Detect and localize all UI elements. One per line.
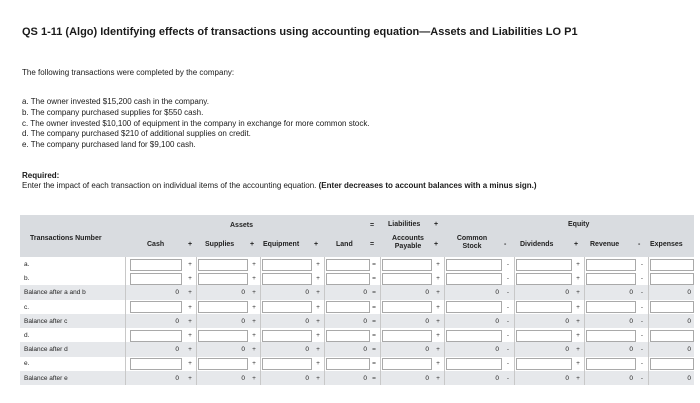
required-section <box>22 171 642 190</box>
balance-supplies: 0 <box>241 346 245 354</box>
balance-supplies: 0 <box>241 289 245 297</box>
row-label: Balance after d <box>24 346 68 354</box>
operator-symbol: + <box>252 289 256 297</box>
operator-symbol: - <box>506 289 510 297</box>
operator-symbol: - <box>506 332 510 339</box>
input-supplies[interactable] <box>198 330 248 342</box>
transaction-item: b. The company purchased supplies for $550 cash. <box>22 107 204 117</box>
operator-symbol: + <box>576 289 580 297</box>
required-instruction: (Enter decreases to account balances with a minus sign.) <box>318 180 537 190</box>
input-cash[interactable] <box>130 330 182 342</box>
input-equipment[interactable] <box>262 330 312 342</box>
input-common-stock[interactable] <box>446 301 502 313</box>
input-equipment[interactable] <box>262 358 312 370</box>
operator-symbol: + <box>252 374 256 382</box>
page-title: QS 1-11 (Algo) Identifying effects of transactions using accounting equation—Assets and Liabilities LO P1 <box>22 26 578 38</box>
input-cash[interactable] <box>130 301 182 313</box>
header-equals: = <box>370 222 375 229</box>
column-divider <box>380 257 381 385</box>
operator-symbol: = <box>372 346 376 354</box>
header-liabilities: Liabilities <box>388 221 421 228</box>
operator-symbol: + <box>576 360 580 368</box>
header-assets: Assets <box>230 222 253 229</box>
header-equals: = <box>370 241 375 248</box>
input-supplies[interactable] <box>198 259 248 271</box>
required-text: Enter the impact of each transaction on individual items of the accounting equation. <box>22 180 317 190</box>
operator-symbol: + <box>436 360 440 368</box>
balance-accounts-payable: 0 <box>425 346 429 354</box>
balance-land: 0 <box>363 289 367 297</box>
operator-symbol: + <box>576 332 580 339</box>
operator-symbol: + <box>436 332 440 339</box>
balance-supplies: 0 <box>241 317 245 325</box>
operator-symbol: - <box>640 332 644 339</box>
header-plus: + <box>250 241 255 248</box>
operator-symbol: + <box>316 303 320 311</box>
column-divider <box>584 257 585 385</box>
header-plus: + <box>188 241 193 248</box>
input-common-stock[interactable] <box>446 330 502 342</box>
operator-symbol: + <box>188 360 192 368</box>
operator-symbol: + <box>436 303 440 311</box>
operator-symbol: + <box>252 332 256 339</box>
input-revenue[interactable] <box>586 301 636 313</box>
balance-revenue: 0 <box>629 346 633 354</box>
input-expenses[interactable] <box>650 301 694 313</box>
input-accounts-payable[interactable] <box>382 259 432 271</box>
operator-symbol: + <box>252 346 256 354</box>
operator-symbol: + <box>252 317 256 325</box>
column-divider <box>260 257 261 385</box>
input-accounts-payable[interactable] <box>382 301 432 313</box>
input-common-stock[interactable] <box>446 358 502 370</box>
input-dividends[interactable] <box>516 301 572 313</box>
transaction-item: e. The company purchased land for $9,100 cash. <box>22 140 196 150</box>
input-equipment[interactable] <box>262 259 312 271</box>
column-divider <box>196 257 197 385</box>
input-supplies[interactable] <box>198 358 248 370</box>
operator-symbol: - <box>506 275 510 283</box>
row-label: d. <box>24 332 30 339</box>
balance-dividends: 0 <box>565 346 569 354</box>
operator-symbol: + <box>188 261 192 268</box>
operator-symbol: = <box>372 289 376 297</box>
operator-symbol: - <box>506 317 510 325</box>
operator-symbol: + <box>436 289 440 297</box>
header-revenue: Revenue <box>590 241 620 248</box>
operator-symbol: + <box>316 332 320 339</box>
operator-symbol: = <box>372 261 376 268</box>
operator-symbol: - <box>640 346 644 354</box>
operator-symbol: + <box>252 261 256 268</box>
input-accounts-payable[interactable] <box>382 358 432 370</box>
input-equipment[interactable] <box>262 301 312 313</box>
input-expenses[interactable] <box>650 259 694 271</box>
operator-symbol: + <box>576 275 580 283</box>
table-header <box>20 215 694 257</box>
balance-supplies: 0 <box>241 374 245 382</box>
operator-symbol: + <box>436 374 440 382</box>
input-expenses[interactable] <box>650 358 694 370</box>
balance-dividends: 0 <box>565 317 569 325</box>
header-plus: + <box>574 241 579 248</box>
header-minus: - <box>504 241 507 248</box>
transaction-item: a. The owner invested $15,200 cash in the company. <box>22 97 209 106</box>
input-cash[interactable] <box>130 259 182 271</box>
header-transactions-number: Transactions Number <box>30 235 102 242</box>
input-common-stock[interactable] <box>446 259 502 271</box>
operator-symbol: + <box>436 275 440 283</box>
input-dividends[interactable] <box>516 330 572 342</box>
column-divider <box>324 257 325 385</box>
operator-symbol: = <box>372 303 376 311</box>
header-cash: Cash <box>147 241 165 248</box>
row-label: b. <box>24 275 30 283</box>
operator-symbol: + <box>188 374 192 382</box>
intro-text: The following transactions were completed by the company: <box>22 68 235 77</box>
balance-revenue: 0 <box>629 374 633 382</box>
operator-symbol: - <box>640 303 644 311</box>
input-dividends[interactable] <box>516 273 572 285</box>
balance-expenses: 0 <box>687 289 691 297</box>
header-equipment: Equipment <box>263 241 300 248</box>
column-divider <box>444 257 445 385</box>
header-plus: + <box>434 241 439 248</box>
row-label: c. <box>24 303 30 311</box>
operator-symbol: = <box>372 360 376 368</box>
balance-equipment: 0 <box>305 374 309 382</box>
input-dividends[interactable] <box>516 259 572 271</box>
operator-symbol: + <box>316 317 320 325</box>
balance-equipment: 0 <box>305 317 309 325</box>
input-land[interactable] <box>326 358 370 370</box>
input-cash[interactable] <box>130 273 182 285</box>
operator-symbol: + <box>188 346 192 354</box>
input-equipment[interactable] <box>262 273 312 285</box>
balance-common-stock: 0 <box>495 346 499 354</box>
input-revenue[interactable] <box>586 259 636 271</box>
balance-cash: 0 <box>175 346 179 354</box>
header-dividends: Dividends <box>520 241 554 248</box>
balance-common-stock: 0 <box>495 317 499 325</box>
operator-symbol: + <box>188 317 192 325</box>
header-supplies: Supplies <box>205 241 235 248</box>
balance-revenue: 0 <box>629 289 633 297</box>
balance-common-stock: 0 <box>495 374 499 382</box>
operator-symbol: + <box>436 317 440 325</box>
input-cash[interactable] <box>130 358 182 370</box>
operator-symbol: = <box>372 332 376 339</box>
operator-symbol: + <box>316 261 320 268</box>
operator-symbol: - <box>506 374 510 382</box>
transaction-item: c. The owner invested $10,100 of equipment in the company in exchange for more common stock. <box>22 118 370 128</box>
row-label: Balance after c <box>24 317 68 325</box>
operator-symbol: + <box>576 261 580 268</box>
balance-dividends: 0 <box>565 374 569 382</box>
operator-symbol: + <box>252 275 256 283</box>
balance-land: 0 <box>363 317 367 325</box>
operator-symbol: + <box>576 374 580 382</box>
balance-dividends: 0 <box>565 289 569 297</box>
header-equity: Equity <box>568 221 590 228</box>
operator-symbol: + <box>316 275 320 283</box>
input-revenue[interactable] <box>586 273 636 285</box>
balance-land: 0 <box>363 374 367 382</box>
balance-accounts-payable: 0 <box>425 289 429 297</box>
operator-symbol: + <box>576 303 580 311</box>
column-divider <box>125 257 126 385</box>
balance-expenses: 0 <box>687 374 691 382</box>
column-divider <box>514 257 515 385</box>
row-label: Balance after a and b <box>24 289 86 297</box>
input-accounts-payable[interactable] <box>382 273 432 285</box>
balance-cash: 0 <box>175 289 179 297</box>
input-dividends[interactable] <box>516 358 572 370</box>
operator-symbol: - <box>640 317 644 325</box>
operator-symbol: - <box>506 303 510 311</box>
operator-symbol: + <box>188 332 192 339</box>
transaction-list <box>22 97 370 151</box>
operator-symbol: + <box>316 289 320 297</box>
row-label: e. <box>24 360 30 368</box>
balance-common-stock: 0 <box>495 289 499 297</box>
operator-symbol: = <box>372 317 376 325</box>
operator-symbol: = <box>372 374 376 382</box>
input-land[interactable] <box>326 330 370 342</box>
balance-expenses: 0 <box>687 317 691 325</box>
accounting-equation-table <box>20 215 694 385</box>
input-land[interactable] <box>326 259 370 271</box>
column-divider <box>648 257 649 385</box>
input-supplies[interactable] <box>198 301 248 313</box>
header-plus: + <box>434 221 439 228</box>
operator-symbol: - <box>640 360 644 368</box>
transaction-item: d. The company purchased $210 of additional supplies on credit. <box>22 129 251 139</box>
balance-accounts-payable: 0 <box>425 317 429 325</box>
operator-symbol: + <box>576 317 580 325</box>
operator-symbol: + <box>316 374 320 382</box>
input-land[interactable] <box>326 301 370 313</box>
balance-equipment: 0 <box>305 346 309 354</box>
operator-symbol: + <box>188 275 192 283</box>
operator-symbol: + <box>188 303 192 311</box>
operator-symbol: + <box>576 346 580 354</box>
input-land[interactable] <box>326 273 370 285</box>
operator-symbol: - <box>506 360 510 368</box>
operator-symbol: - <box>640 261 644 268</box>
input-supplies[interactable] <box>198 273 248 285</box>
row-label: Balance after e <box>24 374 68 382</box>
operator-symbol: + <box>316 346 320 354</box>
header-land: Land <box>336 241 353 248</box>
input-common-stock[interactable] <box>446 273 502 285</box>
operator-symbol: - <box>640 374 644 382</box>
header-plus: + <box>314 241 319 248</box>
balance-revenue: 0 <box>629 317 633 325</box>
input-revenue[interactable] <box>586 330 636 342</box>
input-expenses[interactable] <box>650 273 694 285</box>
input-accounts-payable[interactable] <box>382 330 432 342</box>
balance-accounts-payable: 0 <box>425 374 429 382</box>
operator-symbol: - <box>506 261 510 268</box>
row-label: a. <box>24 261 30 268</box>
header-expenses: Expenses <box>650 241 683 248</box>
balance-equipment: 0 <box>305 289 309 297</box>
operator-symbol: + <box>436 261 440 268</box>
balance-cash: 0 <box>175 374 179 382</box>
operator-symbol: + <box>316 360 320 368</box>
balance-expenses: 0 <box>687 346 691 354</box>
balance-land: 0 <box>363 346 367 354</box>
input-revenue[interactable] <box>586 358 636 370</box>
operator-symbol: + <box>436 346 440 354</box>
header-common-stock: Common Stock <box>456 235 488 250</box>
header-minus: - <box>638 241 641 248</box>
operator-symbol: + <box>252 360 256 368</box>
required-label: Required: <box>22 171 60 180</box>
balance-cash: 0 <box>175 317 179 325</box>
operator-symbol: + <box>188 289 192 297</box>
operator-symbol: + <box>252 303 256 311</box>
operator-symbol: = <box>372 275 376 283</box>
operator-symbol: - <box>640 275 644 283</box>
operator-symbol: - <box>506 346 510 354</box>
input-expenses[interactable] <box>650 330 694 342</box>
header-accounts-payable: Accounts Payable <box>392 235 424 250</box>
operator-symbol: - <box>640 289 644 297</box>
